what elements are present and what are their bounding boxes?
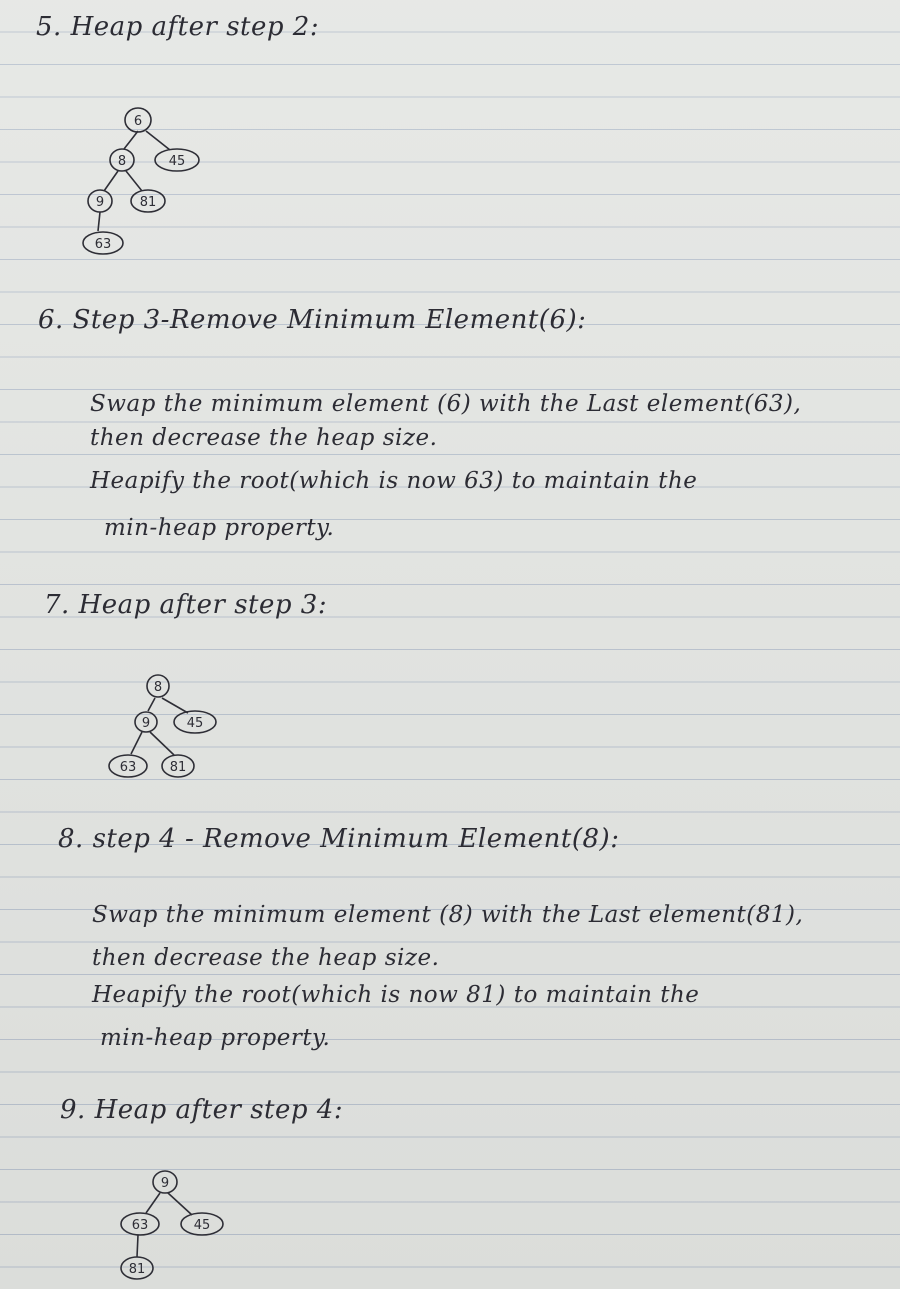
- tree-node-label: 45: [168, 154, 186, 169]
- section-9-heading: 9. Heap after step 4:: [60, 1095, 344, 1125]
- section-5-heading: 5. Heap after step 2:: [36, 12, 320, 42]
- tree-node-label: 8: [117, 154, 127, 169]
- step3-line-3: Heapify the root(which is now 63) to maintain the: [90, 468, 698, 494]
- step4-line-2: then decrease the heap size.: [92, 945, 440, 971]
- tree-node-label: 9: [160, 1176, 170, 1191]
- step4-line-4: min-heap property.: [100, 1025, 331, 1051]
- tree-node-label: 45: [193, 1218, 211, 1233]
- section-6-heading: 6. Step 3-Remove Minimum Element(6):: [38, 305, 587, 335]
- tree-node-label: 81: [139, 195, 157, 210]
- section-8-heading: 8. step 4 - Remove Minimum Element(8):: [58, 824, 620, 854]
- step4-line-3: Heapify the root(which is now 81) to maintain the: [92, 982, 700, 1008]
- heap-tree-after-step-2: [70, 95, 230, 265]
- step4-line-1: Swap the minimum element (8) with the Last element(81),: [92, 902, 804, 928]
- step3-line-1: Swap the minimum element (6) with the Last element(63),: [90, 391, 802, 417]
- tree-node-label: 81: [169, 760, 187, 775]
- step3-line-4: min-heap property.: [104, 515, 335, 541]
- tree-node-label: 81: [128, 1262, 146, 1277]
- tree-node-label: 9: [95, 195, 105, 210]
- tree-node-label: 45: [186, 716, 204, 731]
- tree-node-label: 9: [141, 716, 151, 731]
- tree-node-label: 63: [94, 237, 112, 252]
- tree-node-label: 63: [119, 760, 137, 775]
- tree-node-label: 8: [153, 680, 163, 695]
- tree-node-label: 63: [131, 1218, 149, 1233]
- step3-line-2: then decrease the heap size.: [90, 425, 438, 451]
- section-7-heading: 7. Heap after step 3:: [44, 590, 328, 620]
- heap-tree-after-step-3: [100, 668, 240, 788]
- tree-node-label: 6: [133, 114, 143, 129]
- heap-tree-after-step-4: [110, 1160, 240, 1285]
